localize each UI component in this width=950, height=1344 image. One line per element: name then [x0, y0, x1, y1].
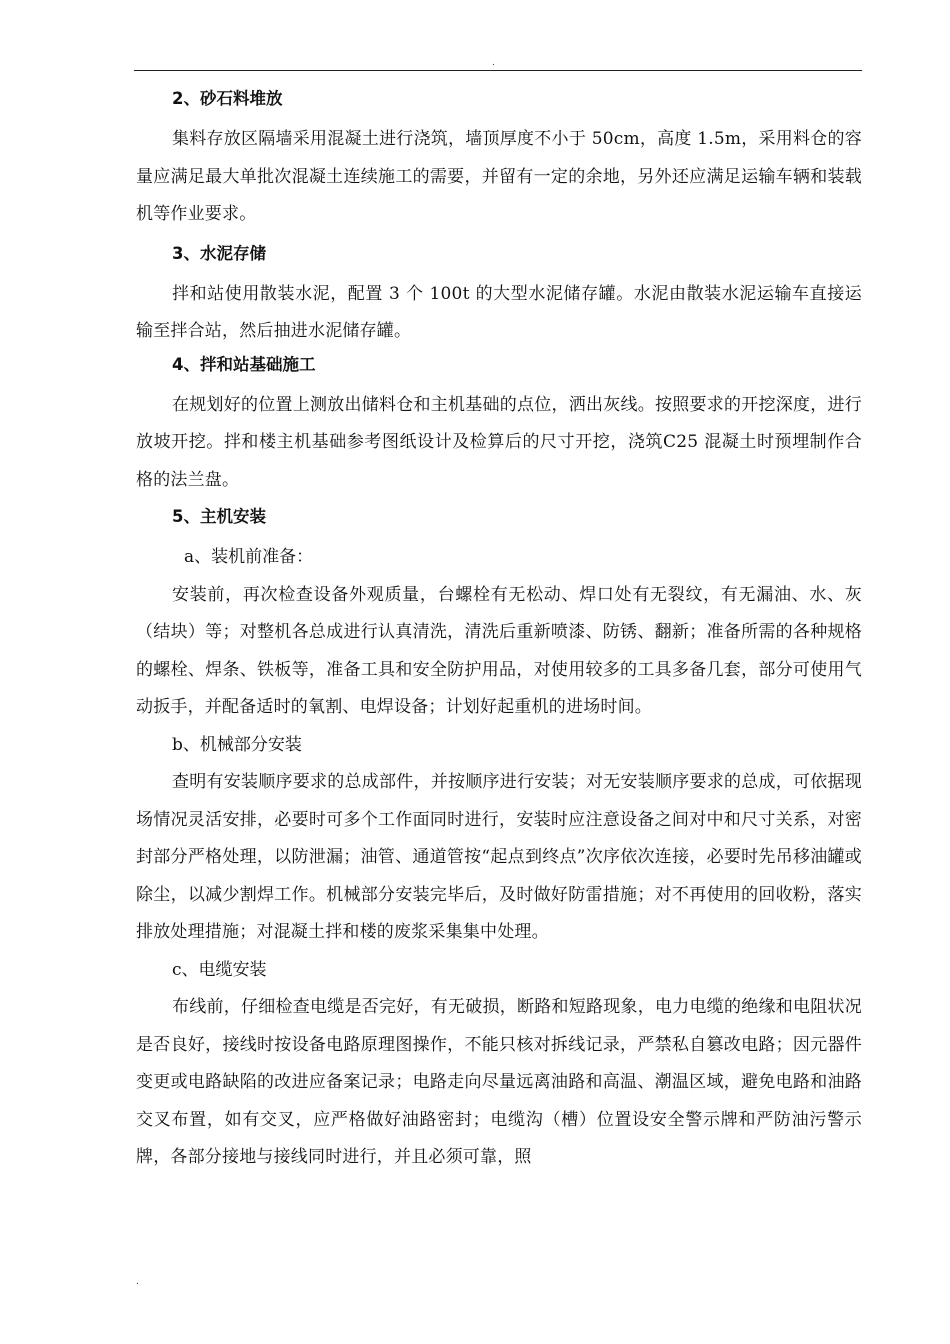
subheading-cable: c、电缆安装: [172, 959, 267, 980]
footer-mark: .: [136, 1277, 139, 1287]
paragraph-cement-storage: 拌和站使用散装水泥，配置 3 个 100t 的大型水泥储存罐。水泥由散装水泥运输车直接运输至拌合站，然后抽进水泥储存罐。: [136, 283, 862, 341]
document-body: [136, 85, 862, 1177]
subheading-mechanical: b、机械部分安装: [172, 734, 302, 755]
section-heading-foundation: 4、拌和站基础施工: [172, 354, 316, 374]
paragraph-preparation: 安装前，再次检查设备外观质量，台螺栓有无松动、焊口处有无裂纹，有无漏油、水、灰（结块）等；对整机各总成进行认真清洗，清洗后重新喷漆、防锈、翻新；准备所需的各种规格的螺栓、焊条、铁板等，准备工具和安全防护用品，对使用较多的工具多备几套，部分可使用气动扳手，并配备适时的氧割、电焊设备；计划好起重机的进场时间。: [136, 584, 862, 717]
header-mark: .: [492, 58, 495, 68]
paragraph-sand-gravel: 集料存放区隔墙采用混凝土进行浇筑，墙顶厚度不小于 50cm，高度 1.5m，采用料仓的容量应满足最大单批次混凝土连续施工的需要，并留有一定的余地，另外还应满足运输车辆和装载机等作业要求。: [136, 129, 862, 224]
subheading-preparation: a、装机前准备：: [184, 547, 314, 567]
header-rule: [134, 70, 862, 71]
section-heading-sand-gravel: 2、砂石料堆放: [172, 89, 283, 108]
paragraph-cable: 布线前，仔细检查电缆是否完好，有无破损，断路和短路现象，电力电缆的绝缘和电阻状况是否良好，接线时按设备电路原理图操作，不能只核对拆线记录，严禁私自篡改电路；因元器件变更或电路缺陷的改进应备案记录；电路走向尽量远离油路和高温、潮温区域，避免电路和油路交叉布置，如有交叉，应严格做好油路密封；电缆沟（槽）位置设安全警示牌和严防油污警示牌，各部分接地与接线同时进行，并且必须可靠，照: [136, 997, 862, 1167]
section-heading-cement-storage: 3、水泥存储: [172, 243, 266, 263]
paragraph-foundation: 在规划好的位置上测放出储料仓和主机基础的点位，洒出灰线。按照要求的开挖深度，进行放坡开挖。拌和楼主机基础参考图纸设计及检算后的尺寸开挖，浇筑C25 混凝土时预埋制作合格的法兰盘。: [136, 394, 862, 490]
section-heading-main-unit: 5、主机安装: [172, 507, 266, 526]
paragraph-mechanical: 查明有安装顺序要求的总成部件，并按顺序进行安装；对无安装顺序要求的总成，可依据现场情况灵活安排，必要时可多个工作面同时进行，安装时应注意设备之间对中和尺寸关系，对密封部分严格处理，以防泄漏；油管、通道管按“起点到终点”次序依次连接，必要时先吊移油罐或除尘，以减少割焊工作。机械部分安装完毕后，及时做好防雷措施；对不再使用的回收粉，落实排放处理措施；对混凝土拌和楼的废浆采集集中处理。: [136, 772, 862, 942]
